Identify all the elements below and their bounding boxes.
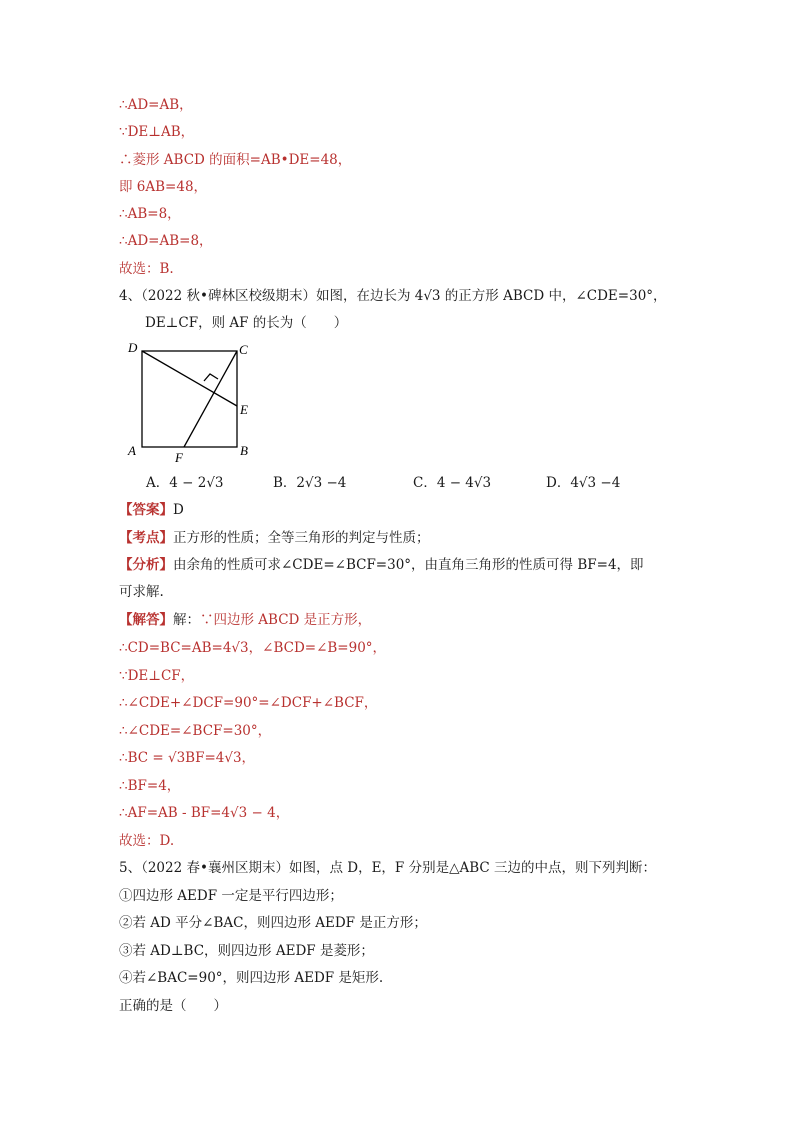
solution-line: ∴BF=4， bbox=[119, 778, 181, 794]
solution-line: ∵DE⊥AB， bbox=[119, 124, 195, 140]
jieda-prefix: 解： bbox=[173, 612, 200, 628]
solution-line: ∵DE⊥CF， bbox=[119, 668, 195, 684]
kaodian-line bbox=[119, 528, 430, 548]
label-d: D bbox=[128, 340, 138, 355]
answer-value: D bbox=[173, 502, 184, 518]
solution-line: ∴AD=AB=8， bbox=[119, 233, 213, 249]
solution-line: 故选：D. bbox=[119, 833, 175, 849]
solution-line: ∴CD=BC=AB=4√3，∠BCD=∠B=90°， bbox=[119, 640, 387, 656]
solution-line: ∴∠CDE=∠BCF=30°， bbox=[119, 723, 272, 739]
solution-line: 故选：B. bbox=[119, 261, 174, 277]
solution-line: ∴BC = √3BF=4√3， bbox=[119, 750, 256, 766]
square-abcd bbox=[142, 351, 237, 447]
question-stem: DE⊥CF，则 AF 的长为（ ） bbox=[145, 315, 348, 331]
label-c: C bbox=[239, 342, 248, 357]
option-a: A．4 − 2√3 bbox=[146, 475, 224, 491]
answer-line bbox=[119, 500, 184, 520]
kaodian-tag: 【考点】 bbox=[119, 530, 173, 546]
fenxi-line-2: 可求解. bbox=[119, 584, 164, 600]
jieda-tag: 【解答】 bbox=[119, 612, 173, 628]
segment-cf bbox=[184, 351, 237, 447]
segment-de bbox=[142, 351, 237, 406]
label-b: B bbox=[240, 443, 248, 458]
statement-item: ②若 AD 平分∠BAC，则四边形 AEDF 是正方形； bbox=[119, 915, 427, 931]
statement-item: ④若∠BAC=90°，则四边形 AEDF 是矩形. bbox=[119, 970, 384, 986]
label-e: E bbox=[240, 402, 248, 417]
question-stem: 4、（2022 秋•碑林区校级期末）如图，在边长为 4√3 的正方形 ABCD 中，∠CDE=30°， bbox=[119, 288, 667, 304]
jieda-text: ∵四边形 ABCD 是正方形， bbox=[200, 612, 372, 628]
label-f: F bbox=[175, 450, 183, 465]
fenxi-line bbox=[119, 555, 644, 575]
solution-line: ∴AF=AB - BF=4√3 − 4， bbox=[119, 805, 290, 821]
option-c: C．4 − 4√3 bbox=[413, 475, 492, 491]
fenxi-text: 由余角的性质可求∠CDE=∠BCF=30°，由直角三角形的性质可得 BF=4，即 bbox=[173, 557, 644, 573]
kaodian-text: 正方形的性质；全等三角形的判定与性质； bbox=[173, 530, 430, 546]
question-stem: 5、（2022 春•襄州区期末）如图，点 D，E，F 分别是△ABC 三边的中点，则下列判断： bbox=[119, 860, 656, 876]
right-angle-mark bbox=[204, 374, 218, 381]
option-d: D．4√3 −4 bbox=[546, 475, 621, 491]
answer-tag: 【答案】 bbox=[119, 502, 173, 518]
option-b: B．2√3 −4 bbox=[273, 475, 347, 491]
solution-line: ∴AB=8， bbox=[119, 206, 181, 222]
solution-line: ∴AD=AB， bbox=[119, 97, 193, 113]
solution-line: ∴菱形 ABCD 的面积=AB•DE=48， bbox=[119, 152, 352, 168]
question-ask: 正确的是（ ） bbox=[119, 998, 227, 1014]
statement-item: ③若 AD⊥BC，则四边形 AEDF 是菱形； bbox=[119, 943, 374, 959]
statement-item: ①四边形 AEDF 一定是平行四边形； bbox=[119, 888, 343, 904]
fenxi-tag: 【分析】 bbox=[119, 557, 173, 573]
jieda-line bbox=[119, 610, 371, 630]
solution-line: ∴∠CDE+∠DCF=90°=∠DCF+∠BCF， bbox=[119, 695, 378, 711]
label-a: A bbox=[128, 443, 136, 458]
solution-line: 即 6AB=48， bbox=[119, 179, 208, 195]
